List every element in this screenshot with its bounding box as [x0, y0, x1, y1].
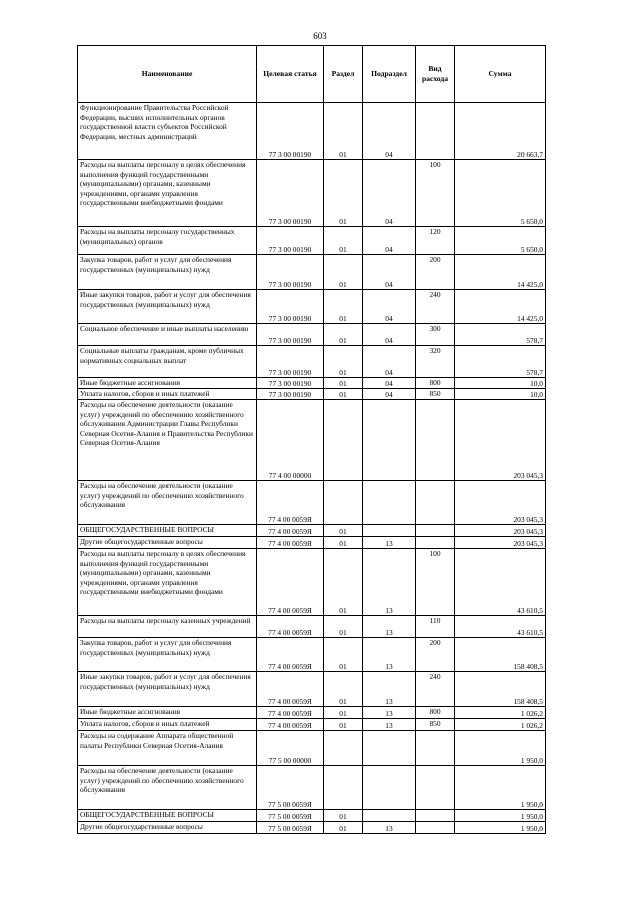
row-sum: 203 045,3	[455, 481, 546, 525]
row-target-article: 77 4 00 0059Я	[257, 549, 324, 616]
row-expense-type	[416, 525, 455, 537]
row-name: Другие общегосударственные вопросы	[78, 822, 257, 834]
row-expense-type: 850	[416, 389, 455, 400]
row-subsection	[363, 810, 416, 822]
row-section: 01	[324, 822, 363, 834]
table-row	[78, 389, 546, 400]
row-section	[324, 731, 363, 766]
row-sum: 203 045,3	[455, 525, 546, 537]
row-section: 01	[324, 378, 363, 389]
row-target-article: 77 3 00 00190	[257, 324, 324, 346]
row-expense-type: 110	[416, 616, 455, 638]
row-target-article: 77 4 00 0059Я	[257, 719, 324, 731]
row-sum: 10,0	[455, 378, 546, 389]
row-subsection: 13	[363, 537, 416, 549]
row-name: Социальные выплаты гражданам, кроме публичных нормативных социальных выплат	[78, 346, 257, 378]
header-name: Наименование	[78, 46, 257, 103]
table-row	[78, 672, 546, 707]
row-sum: 20 663,7	[455, 103, 546, 160]
row-subsection: 13	[363, 707, 416, 719]
row-section: 01	[324, 810, 363, 822]
row-name: Закупка товаров, работ и услуг для обеспечения государственных (муниципальных) нужд	[78, 638, 257, 672]
row-target-article: 77 4 00 00000	[257, 400, 324, 481]
row-name: ОБЩЕГОСУДАРСТВЕННЫЕ ВОПРОСЫ	[78, 810, 257, 822]
row-expense-type	[416, 810, 455, 822]
table-row	[78, 103, 546, 160]
table-row	[78, 719, 546, 731]
row-sum: 203 045,3	[455, 537, 546, 549]
table-row	[78, 227, 546, 255]
row-target-article: 77 4 00 0059Я	[257, 638, 324, 672]
table-row	[78, 537, 546, 549]
row-name: Расходы на выплаты персоналу казенных учреждений	[78, 616, 257, 638]
row-name: Закупка товаров, работ и услуг для обеспечения государственных (муниципальных) нужд	[78, 255, 257, 290]
row-sum: 1 950,0	[455, 822, 546, 834]
table-row	[78, 810, 546, 822]
header-target-article: Целевая статья	[257, 46, 324, 103]
row-name: Иные закупки товаров, работ и услуг для обеспечения государственных (муниципальных) нужд	[78, 672, 257, 707]
table-row	[78, 346, 546, 378]
row-target-article: 77 4 00 0059Я	[257, 481, 324, 525]
row-sum: 203 045,3	[455, 400, 546, 481]
row-sum: 5 650,0	[455, 160, 546, 227]
row-section: 01	[324, 537, 363, 549]
row-name: Расходы на выплаты персоналу в целях обеспечения выполнения функций государственными (муниципальными) органами, казенными учреждениями, органами управления государственными внебюджетными фондами	[78, 160, 257, 227]
header-expense-type: Вид расхода	[416, 46, 455, 103]
row-expense-type: 200	[416, 638, 455, 672]
row-subsection: 13	[363, 616, 416, 638]
row-sum: 1 950,0	[455, 810, 546, 822]
row-expense-type	[416, 537, 455, 549]
row-name: Расходы на выплаты персоналу государственных (муниципальных) органов	[78, 227, 257, 255]
row-subsection: 04	[363, 378, 416, 389]
row-subsection	[363, 525, 416, 537]
row-sum: 43 610,5	[455, 616, 546, 638]
row-expense-type	[416, 481, 455, 525]
header-section: Раздел	[324, 46, 363, 103]
row-target-article: 77 5 00 0059Я	[257, 810, 324, 822]
row-sum: 1 026,2	[455, 707, 546, 719]
row-name: Иные бюджетные ассигнования	[78, 707, 257, 719]
row-section: 01	[324, 525, 363, 537]
table-row	[78, 707, 546, 719]
row-section: 01	[324, 103, 363, 160]
row-target-article: 77 5 00 0059Я	[257, 766, 324, 810]
row-subsection: 04	[363, 103, 416, 160]
row-target-article: 77 4 00 0059Я	[257, 672, 324, 707]
row-name: Иные закупки товаров, работ и услуг для обеспечения государственных (муниципальных) нужд	[78, 290, 257, 324]
row-section: 01	[324, 346, 363, 378]
row-name: Иные бюджетные ассигнования	[78, 378, 257, 389]
row-expense-type: 240	[416, 672, 455, 707]
row-sum: 578,7	[455, 324, 546, 346]
row-name: Расходы на обеспечение деятельности (оказание услуг) учреждений по обеспечению хозяйственного обслуживания	[78, 481, 257, 525]
row-sum: 578,7	[455, 346, 546, 378]
row-subsection	[363, 481, 416, 525]
row-section: 01	[324, 389, 363, 400]
row-sum: 1 950,0	[455, 766, 546, 810]
row-name: Социальное обеспечение и иные выплаты населению	[78, 324, 257, 346]
row-target-article: 77 3 00 00190	[257, 346, 324, 378]
row-name: Функционирование Правительства Российской Федерации, высших исполнительных органов государственной власти субъектов Российской Федерации, местных администраций	[78, 103, 257, 160]
table-row	[78, 766, 546, 810]
row-section: 01	[324, 290, 363, 324]
table-row	[78, 731, 546, 766]
row-expense-type: 240	[416, 290, 455, 324]
row-section	[324, 481, 363, 525]
row-section	[324, 766, 363, 810]
row-expense-type	[416, 400, 455, 481]
table-row	[78, 378, 546, 389]
row-subsection: 13	[363, 549, 416, 616]
row-name: ОБЩЕГОСУДАРСТВЕННЫЕ ВОПРОСЫ	[78, 525, 257, 537]
row-sum: 158 408,5	[455, 672, 546, 707]
row-subsection: 13	[363, 672, 416, 707]
row-target-article: 77 5 00 00000	[257, 731, 324, 766]
row-name: Расходы на обеспечение деятельности (оказание услуг) учреждений по обеспечению хозяйственного обслуживания	[78, 766, 257, 810]
row-target-article: 77 4 00 0059Я	[257, 537, 324, 549]
table-row	[78, 525, 546, 537]
row-expense-type: 800	[416, 378, 455, 389]
row-subsection: 04	[363, 324, 416, 346]
row-name: Расходы на содержание Аппарата общественной палаты Республики Северная Осетия-Алания	[78, 731, 257, 766]
row-section: 01	[324, 160, 363, 227]
row-subsection: 13	[363, 822, 416, 834]
page-number: 603	[313, 31, 327, 41]
header-subsection: Подраздел	[363, 46, 416, 103]
row-expense-type: 100	[416, 160, 455, 227]
table-row	[78, 481, 546, 525]
row-sum: 14 425,0	[455, 290, 546, 324]
table-row	[78, 400, 546, 481]
row-expense-type	[416, 731, 455, 766]
table-row	[78, 549, 546, 616]
row-subsection: 04	[363, 160, 416, 227]
table-row	[78, 160, 546, 227]
row-section: 01	[324, 719, 363, 731]
row-sum: 5 650,0	[455, 227, 546, 255]
row-subsection: 04	[363, 389, 416, 400]
row-target-article: 77 3 00 00190	[257, 160, 324, 227]
row-expense-type: 100	[416, 549, 455, 616]
row-target-article: 77 3 00 00190	[257, 378, 324, 389]
row-target-article: 77 5 00 0059Я	[257, 822, 324, 834]
table-row	[78, 822, 546, 834]
row-expense-type	[416, 103, 455, 160]
row-target-article: 77 3 00 00190	[257, 103, 324, 160]
budget-table	[77, 45, 546, 834]
row-sum: 158 408,5	[455, 638, 546, 672]
row-name: Расходы на обеспечение деятельности (оказание услуг) учреждений по обеспечению хозяйственного обслуживания Администрации Главы Республики Северная Осетия-Алания и Правительства Республики Северная Осетия-Алания	[78, 400, 257, 481]
row-target-article: 77 3 00 00190	[257, 227, 324, 255]
table-row	[78, 638, 546, 672]
row-target-article: 77 4 00 0059Я	[257, 525, 324, 537]
row-sum: 1 026,2	[455, 719, 546, 731]
row-expense-type: 800	[416, 707, 455, 719]
row-expense-type: 850	[416, 719, 455, 731]
row-expense-type: 200	[416, 255, 455, 290]
row-subsection	[363, 731, 416, 766]
row-target-article: 77 3 00 00190	[257, 389, 324, 400]
table-row	[78, 324, 546, 346]
row-expense-type: 300	[416, 324, 455, 346]
row-name: Уплата налогов, сборов и иных платежей	[78, 389, 257, 400]
row-section: 01	[324, 549, 363, 616]
row-sum: 14 425,0	[455, 255, 546, 290]
row-expense-type	[416, 822, 455, 834]
row-expense-type	[416, 766, 455, 810]
row-name: Расходы на выплаты персоналу в целях обеспечения выполнения функций государственными (муниципальными) органами, казенными учреждениями, органами управления государственными внебюджетными фондами	[78, 549, 257, 616]
row-section: 01	[324, 672, 363, 707]
row-section: 01	[324, 707, 363, 719]
row-subsection: 04	[363, 227, 416, 255]
row-sum: 1 950,0	[455, 731, 546, 766]
row-section	[324, 400, 363, 481]
table-row	[78, 255, 546, 290]
row-section: 01	[324, 227, 363, 255]
row-target-article: 77 3 00 00190	[257, 255, 324, 290]
row-sum: 43 610,5	[455, 549, 546, 616]
row-section: 01	[324, 255, 363, 290]
row-section: 01	[324, 324, 363, 346]
row-subsection: 13	[363, 719, 416, 731]
row-subsection: 04	[363, 290, 416, 324]
row-subsection	[363, 400, 416, 481]
row-subsection	[363, 766, 416, 810]
row-section: 01	[324, 638, 363, 672]
row-name: Уплата налогов, сборов и иных платежей	[78, 719, 257, 731]
table-header-row	[78, 46, 546, 103]
row-target-article: 77 4 00 0059Я	[257, 707, 324, 719]
row-expense-type: 320	[416, 346, 455, 378]
row-expense-type: 120	[416, 227, 455, 255]
row-subsection: 04	[363, 346, 416, 378]
row-target-article: 77 3 00 00190	[257, 290, 324, 324]
table-row	[78, 616, 546, 638]
row-target-article: 77 4 00 0059Я	[257, 616, 324, 638]
row-subsection: 13	[363, 638, 416, 672]
header-sum: Сумма	[455, 46, 546, 103]
row-sum: 10,0	[455, 389, 546, 400]
row-section: 01	[324, 616, 363, 638]
row-name: Другие общегосударственные вопросы	[78, 537, 257, 549]
table-row	[78, 290, 546, 324]
row-subsection: 04	[363, 255, 416, 290]
